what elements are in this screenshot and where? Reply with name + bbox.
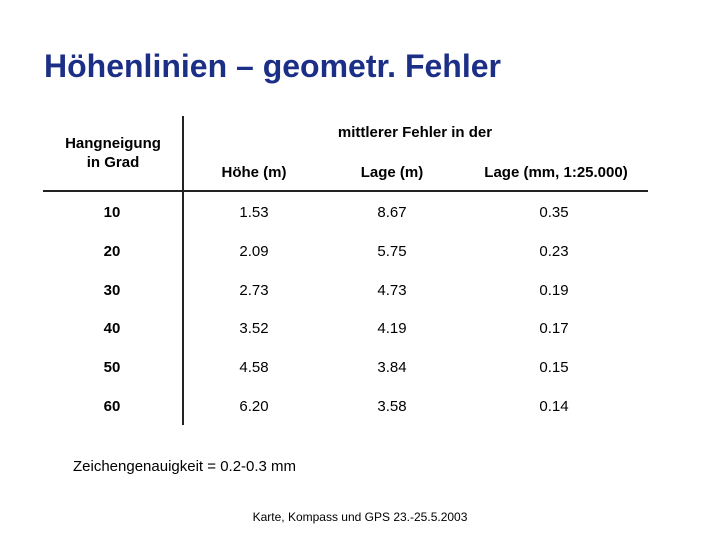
- cell-lage-mm: 0.23: [539, 243, 569, 260]
- cell-slope: 40: [103, 320, 121, 337]
- header-lage-mm: Lage (mm, 1:25.000): [484, 164, 628, 181]
- cell-lage-mm: 0.35: [539, 204, 569, 221]
- cell-lage-m: 8.67: [377, 204, 407, 221]
- header-slope: [48, 134, 178, 172]
- cell-hoehe: 1.53: [239, 204, 269, 221]
- cell-hoehe: 2.73: [239, 282, 269, 299]
- drawing-accuracy-note: Zeichengenauigkeit = 0.2-0.3 mm: [73, 458, 297, 475]
- cell-slope: 20: [103, 243, 121, 260]
- cell-slope: 10: [103, 204, 121, 221]
- cell-lage-m: 4.73: [377, 282, 407, 299]
- header-slope-line1: Hangneigung: [65, 135, 161, 152]
- cell-hoehe: 2.09: [239, 243, 269, 260]
- cell-lage-mm: 0.19: [539, 282, 569, 299]
- cell-hoehe: 4.58: [239, 359, 269, 376]
- slide-footer: Karte, Kompass und GPS 23.-25.5.2003: [252, 510, 468, 524]
- cell-lage-m: 4.19: [377, 320, 407, 337]
- cell-lage-m: 3.58: [377, 398, 407, 415]
- cell-hoehe: 6.20: [239, 398, 269, 415]
- cell-lage-m: 3.84: [377, 359, 407, 376]
- table-vertical-divider: [182, 116, 184, 425]
- cell-lage-mm: 0.17: [539, 320, 569, 337]
- table-header-divider: [43, 190, 648, 192]
- header-lage-m: Lage (m): [360, 164, 424, 181]
- slide-title: Höhenlinien – geometr. Fehler: [44, 48, 501, 84]
- cell-lage-m: 5.75: [377, 243, 407, 260]
- cell-slope: 60: [103, 398, 121, 415]
- cell-hoehe: 3.52: [239, 320, 269, 337]
- header-group: mittlerer Fehler in der: [337, 124, 493, 141]
- cell-lage-mm: 0.14: [539, 398, 569, 415]
- cell-slope: 30: [103, 282, 121, 299]
- cell-lage-mm: 0.15: [539, 359, 569, 376]
- cell-slope: 50: [103, 359, 121, 376]
- header-hoehe: Höhe (m): [221, 164, 287, 181]
- header-slope-line2: in Grad: [86, 154, 140, 171]
